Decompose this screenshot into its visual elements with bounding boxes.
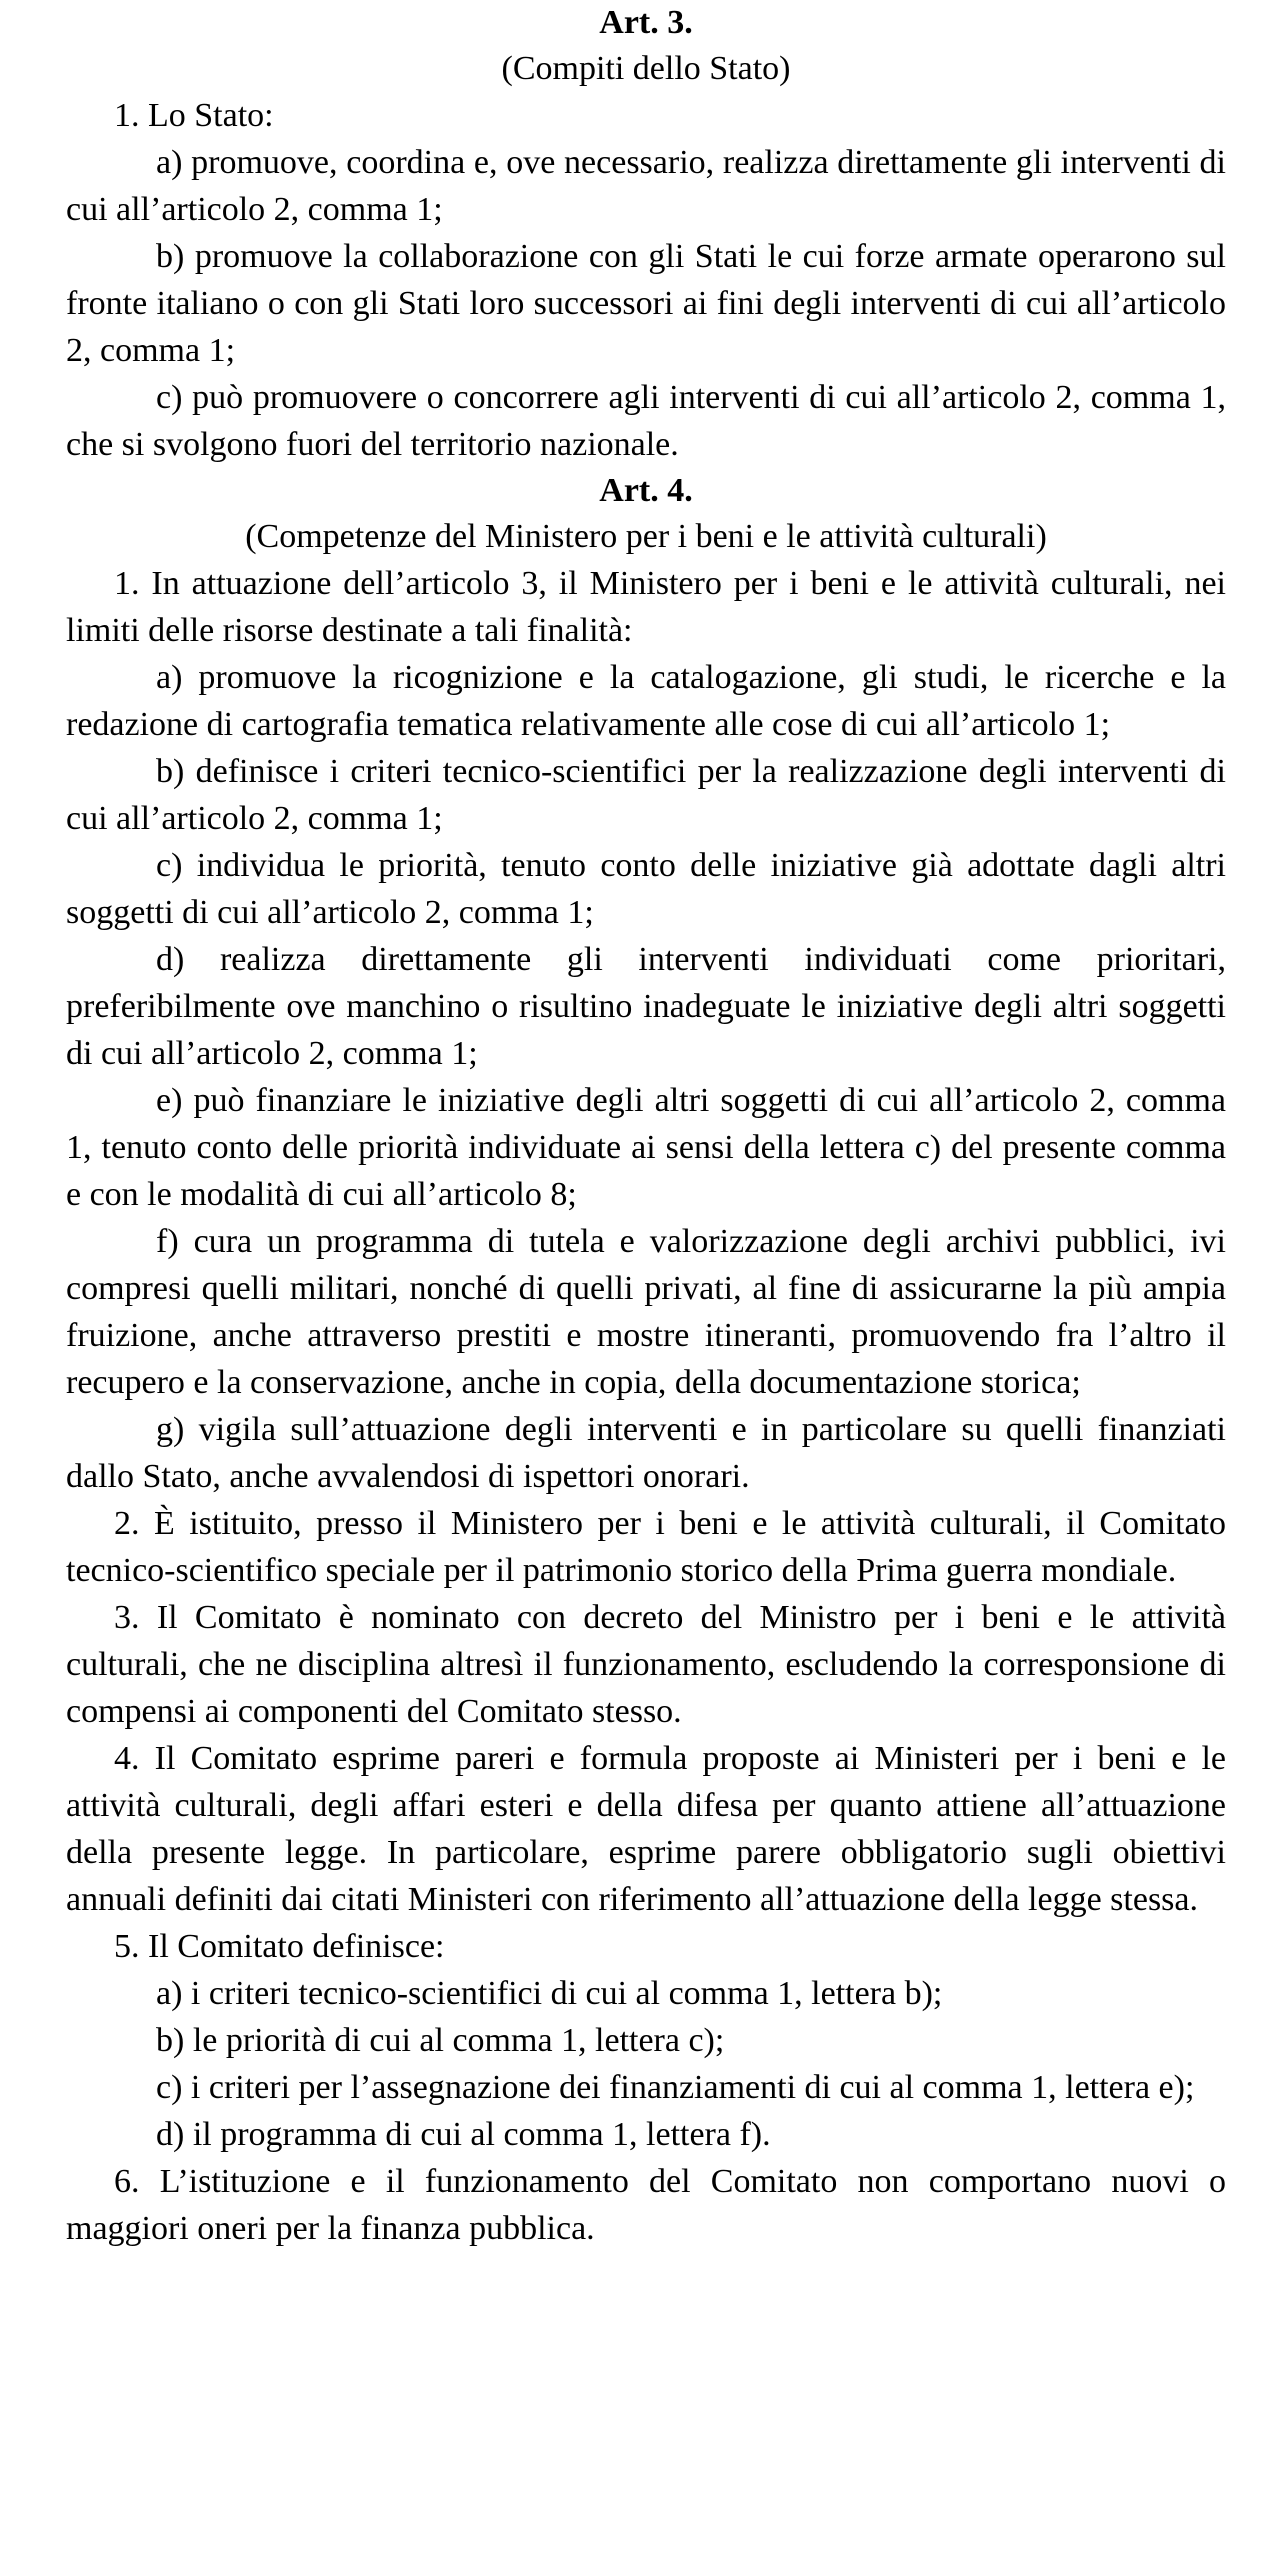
article-4-paragraph-3: 3. Il Comitato è nominato con decreto del Ministro per i beni e le attività culturali, che ne disciplina altresì il funzionamento, escludendo la corresponsione di compensi ai componenti del Comitato stesso. xyxy=(66,1599,1226,1730)
article-4-item-e: e) può finanziare le iniziative degli altri soggetti di cui all’articolo 2, comma 1, tenuto conto delle priorità individuate ai sensi della lettera c) del presente comma e con le modalità di cui all’articolo 8; xyxy=(66,1082,1226,1213)
article-3-subtitle: (Compiti dello Stato) xyxy=(501,50,791,87)
article-4-paragraph-5-item-a: a) i criteri tecnico-scientifici di cui al comma 1, lettera b); xyxy=(156,1975,943,2012)
article-3-heading: Art. 3. xyxy=(599,4,693,41)
article-3-item-c: c) può promuovere o concorrere agli interventi di cui all’articolo 2, comma 1, che si svolgono fuori del territorio nazionale. xyxy=(66,379,1226,463)
article-4-item-a: a) promuove la ricognizione e la catalogazione, gli studi, le ricerche e la redazione di cartografia tematica relativamente alle cose di cui all’articolo 1; xyxy=(66,659,1226,743)
article-4-paragraph-4: 4. Il Comitato esprime pareri e formula proposte ai Ministeri per i beni e le attività culturali, degli affari esteri e della difesa per quanto attiene all’attuazione della presente legge. In particolare, esprime parere obbligatorio sugli obiettivi annuali definiti dai citati Ministeri con riferimento all’attuazione della legge stessa. xyxy=(66,1740,1226,1918)
article-4-heading: Art. 4. xyxy=(599,472,693,509)
article-4-item-g: g) vigila sull’attuazione degli interventi e in particolare su quelli finanziati dallo Stato, anche avvalendosi di ispettori onorari. xyxy=(66,1411,1226,1495)
document-page xyxy=(66,0,1226,2252)
article-3-item-a: a) promuove, coordina e, ove necessario, realizza direttamente gli interventi di cui all’articolo 2, comma 1; xyxy=(66,144,1226,228)
article-4-item-c: c) individua le priorità, tenuto conto delle iniziative già adottate dagli altri soggetti di cui all’articolo 2, comma 1; xyxy=(66,847,1226,931)
article-4-paragraph-5-item-c: c) i criteri per l’assegnazione dei finanziamenti di cui al comma 1, lettera e); xyxy=(156,2069,1195,2106)
article-4-paragraph-5-intro: 5. Il Comitato definisce: xyxy=(114,1928,445,1965)
article-4-paragraph-5-item-d: d) il programma di cui al comma 1, lettera f). xyxy=(156,2116,771,2153)
article-4-item-b: b) definisce i criteri tecnico-scientifici per la realizzazione degli interventi di cui all’articolo 2, comma 1; xyxy=(66,753,1226,837)
article-3-item-b: b) promuove la collaborazione con gli Stati le cui forze armate operarono sul fronte italiano o con gli Stati loro successori ai fini degli interventi di cui all’articolo 2, comma 1; xyxy=(66,238,1226,369)
article-4-paragraph-2: 2. È istituito, presso il Ministero per i beni e le attività culturali, il Comitato tecnico-scientifico speciale per il patrimonio storico della Prima guerra mondiale. xyxy=(66,1505,1226,1589)
article-4-paragraph-5-item-b: b) le priorità di cui al comma 1, lettera c); xyxy=(156,2022,725,2059)
article-4-item-d: d) realizza direttamente gli interventi individuati come prioritari, preferibilmente ove manchino o risultino inadeguate le iniziative degli altri soggetti di cui all’articolo 2, comma 1; xyxy=(66,941,1226,1072)
article-4-paragraph-6: 6. L’istituzione e il funzionamento del Comitato non comportano nuovi o maggiori oneri per la finanza pubblica. xyxy=(66,2163,1226,2247)
article-4-subtitle: (Competenze del Ministero per i beni e le attività culturali) xyxy=(245,518,1047,555)
article-3-intro: 1. Lo Stato: xyxy=(114,97,274,134)
article-4-paragraph-1-intro: 1. In attuazione dell’articolo 3, il Ministero per i beni e le attività culturali, nei limiti delle risorse destinate a tali finalità: xyxy=(66,565,1226,649)
article-4-item-f: f) cura un programma di tutela e valorizzazione degli archivi pubblici, ivi compresi quelli militari, nonché di quelli privati, al fine di assicurarne la più ampia fruizione, anche attraverso prestiti e mostre itineranti, promuovendo fra l’altro il recupero e la conservazione, anche in copia, della documentazione storica; xyxy=(66,1223,1226,1401)
